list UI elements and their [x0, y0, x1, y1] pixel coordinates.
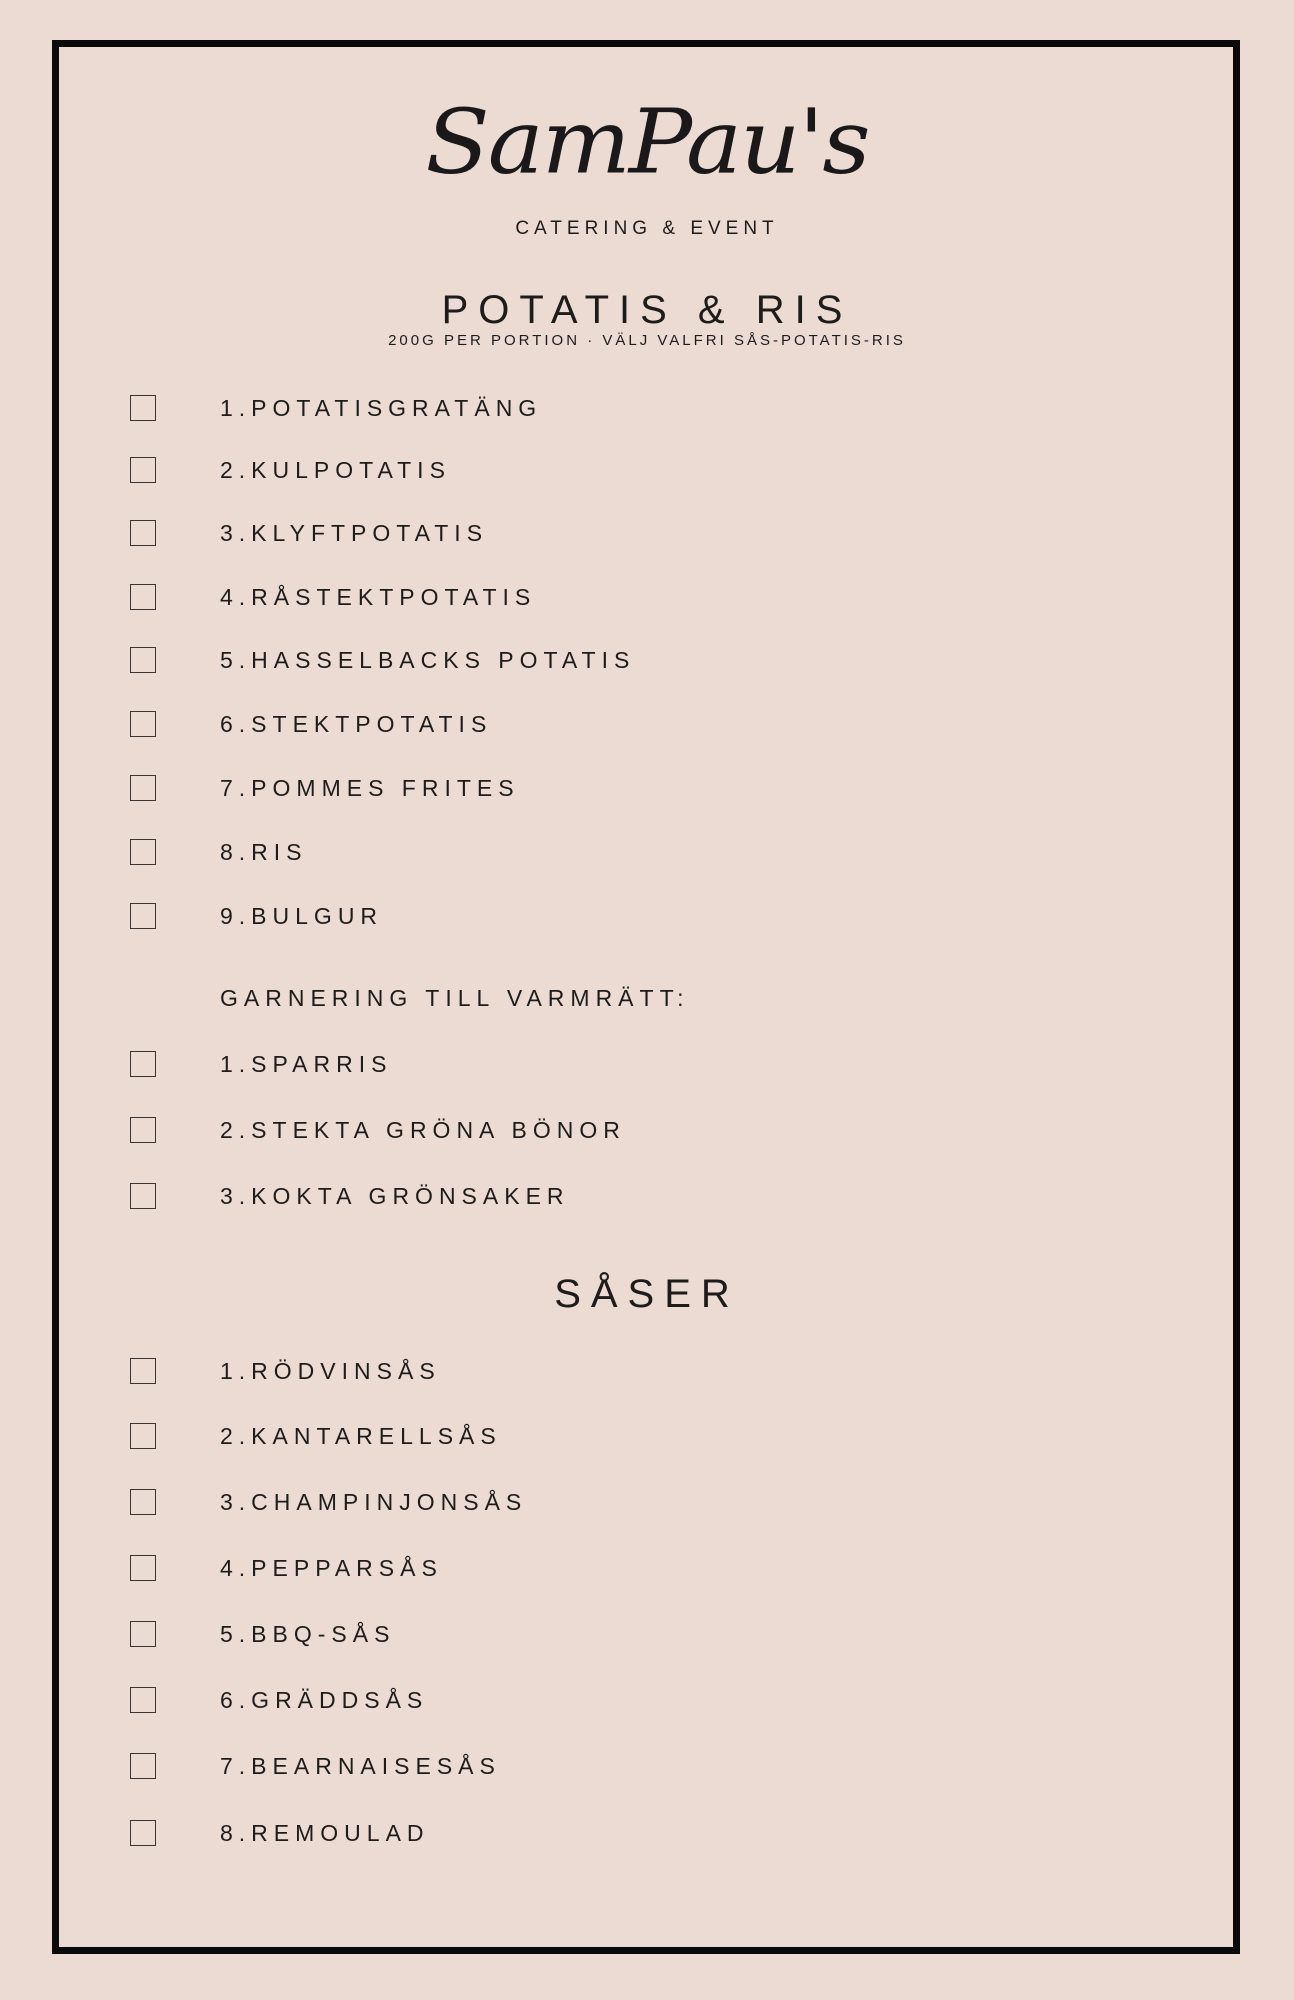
- menu-item: [0, 1818, 1294, 1848]
- item-label: 4.PEPPARSÅS: [220, 1555, 443, 1581]
- item-checkbox[interactable]: [130, 395, 156, 421]
- section-subtitle-potatis: 200G PER PORTION · VÄLJ VALFRI SÅS-POTATIS-RIS: [388, 332, 906, 349]
- item-checkbox[interactable]: [130, 839, 156, 865]
- menu-item: [0, 901, 1294, 931]
- brand-name: SamPau's: [425, 90, 869, 195]
- item-checkbox[interactable]: [130, 1489, 156, 1515]
- item-checkbox[interactable]: [130, 903, 156, 929]
- item-label: 2.KANTARELLSÅS: [220, 1423, 502, 1449]
- menu-item: [0, 1553, 1294, 1583]
- item-checkbox[interactable]: [130, 775, 156, 801]
- section-title-garnering: GARNERING TILL VARMRÄTT:: [220, 985, 690, 1011]
- item-label: 7.BEARNAISESÅS: [220, 1753, 501, 1779]
- item-checkbox[interactable]: [130, 1555, 156, 1581]
- item-label: 8.REMOULAD: [220, 1820, 430, 1846]
- item-label: 2.STEKTA GRÖNA BÖNOR: [220, 1117, 626, 1143]
- item-label: 9.BULGUR: [220, 903, 384, 929]
- item-label: 3.KLYFTPOTATIS: [220, 520, 489, 546]
- item-checkbox[interactable]: [130, 1621, 156, 1647]
- item-label: 6.STEKTPOTATIS: [220, 711, 493, 737]
- item-checkbox[interactable]: [130, 584, 156, 610]
- menu-item: [0, 1487, 1294, 1517]
- item-checkbox[interactable]: [130, 1687, 156, 1713]
- item-checkbox[interactable]: [130, 1820, 156, 1846]
- menu-item: [0, 582, 1294, 612]
- brand-tagline: CATERING & EVENT: [515, 218, 779, 239]
- item-checkbox[interactable]: [130, 1117, 156, 1143]
- item-label: 5.BBQ-SÅS: [220, 1621, 396, 1647]
- section-title-saser: SÅSER: [554, 1272, 740, 1316]
- brand-logo: [0, 90, 1294, 195]
- item-label: 1.POTATISGRATÄNG: [220, 395, 543, 421]
- menu-item: [0, 1751, 1294, 1781]
- menu-item: [0, 393, 1294, 423]
- item-label: 2.KULPOTATIS: [220, 457, 451, 483]
- menu-item: [0, 518, 1294, 548]
- item-checkbox[interactable]: [130, 520, 156, 546]
- menu-item: [0, 709, 1294, 739]
- menu-item: [0, 1619, 1294, 1649]
- item-checkbox[interactable]: [130, 711, 156, 737]
- section-title-potatis: POTATIS & RIS: [441, 288, 853, 332]
- menu-item: [0, 773, 1294, 803]
- item-label: 1.RÖDVINSÅS: [220, 1358, 441, 1384]
- item-checkbox[interactable]: [130, 647, 156, 673]
- item-label: 3.CHAMPINJONSÅS: [220, 1489, 528, 1515]
- menu-item: [0, 645, 1294, 675]
- item-label: 5.HASSELBACKS POTATIS: [220, 647, 636, 673]
- item-checkbox[interactable]: [130, 1051, 156, 1077]
- item-checkbox[interactable]: [130, 1423, 156, 1449]
- menu-item: [0, 1356, 1294, 1386]
- menu-item: [0, 837, 1294, 867]
- item-label: 6.GRÄDDSÅS: [220, 1687, 429, 1713]
- item-label: 4.RÅSTEKTPOTATIS: [220, 584, 537, 610]
- menu-item: [0, 1685, 1294, 1715]
- item-checkbox[interactable]: [130, 1753, 156, 1779]
- item-label: 8.RIS: [220, 839, 308, 865]
- item-label: 7.POMMES FRITES: [220, 775, 520, 801]
- item-checkbox[interactable]: [130, 1358, 156, 1384]
- item-checkbox[interactable]: [130, 1183, 156, 1209]
- menu-item: [0, 1049, 1294, 1079]
- menu-item: [0, 1421, 1294, 1451]
- menu-item: [0, 1115, 1294, 1145]
- menu-item: [0, 455, 1294, 485]
- item-label: 1.SPARRIS: [220, 1051, 393, 1077]
- menu-item: [0, 1181, 1294, 1211]
- item-checkbox[interactable]: [130, 457, 156, 483]
- item-label: 3.KOKTA GRÖNSAKER: [220, 1183, 570, 1209]
